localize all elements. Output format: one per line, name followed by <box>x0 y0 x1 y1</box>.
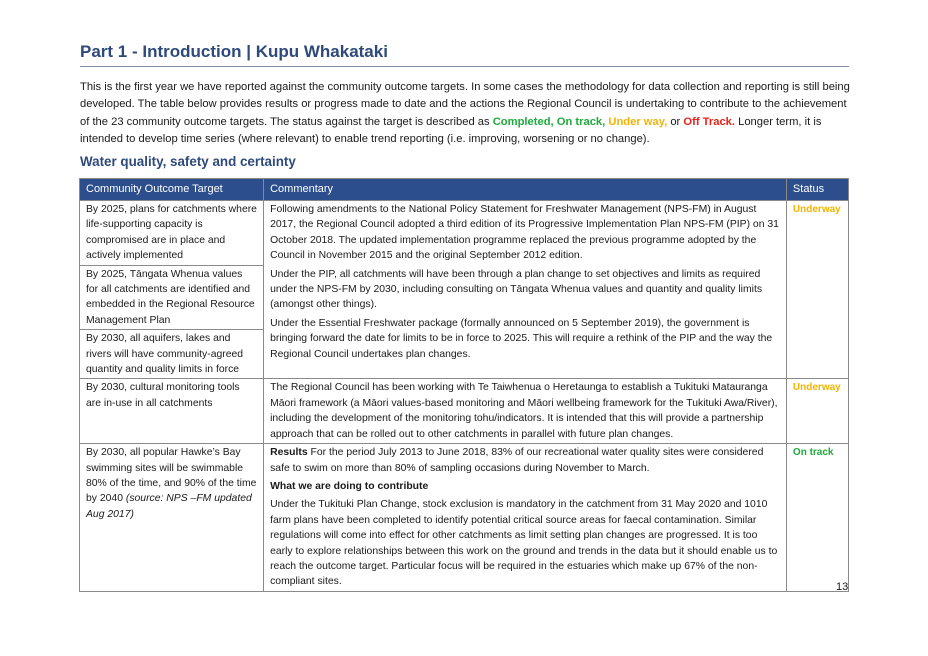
commentary-paragraph: Under the PIP, all catchments will have been through a plan change to set objectives and limits as required under the NPS-FM by 2030, including consulting on Tāngata Whenua values and quantity and quality limits (amongst other things). <box>270 268 763 311</box>
intro-paragraph <box>80 79 852 149</box>
contribution-heading: What we are doing to contribute <box>270 480 429 492</box>
intro-text-end: Longer term, it is intended to develop time series (where relevant) to enable trend reporting (i.e. improving, worsening or no change). <box>80 115 822 146</box>
title-divider <box>80 66 849 67</box>
intro-text: This is the first year we have reported against the community outcome targets. In some cases the methodology for data collection and reporting is still being developed. The table below provides results or progress made to date and the actions the Regional Council is undertaking to contribute to the achievement of the 23 community outcome targets. The status against the target is described as <box>80 81 850 128</box>
commentary-paragraph: Under the Essential Freshwater package (formally announced on 5 September 2019), the government is bringing forward the date for limits to be in force to 2025. This will require a rethink of the PIP and the way the Regional Council undertakes plan changes. <box>270 317 773 360</box>
outcomes-table <box>79 178 849 592</box>
target-cell: By 2030, cultural monitoring tools are in-use in all catchments <box>80 379 264 444</box>
header-target: Community Outcome Target <box>80 179 264 201</box>
target-cell <box>80 444 264 592</box>
header-commentary: Commentary <box>264 179 787 201</box>
results-text: For the period July 2013 to June 2018, 83% of our recreational water quality sites were considered safe to swim on more than 80% of sampling occasions during November to March. <box>270 447 764 474</box>
status-cell <box>786 201 848 379</box>
header-status: Status <box>786 179 848 201</box>
target-source-note: (source: NPS –FM updated Aug 2017) <box>86 493 252 520</box>
results-label: Results <box>270 447 308 459</box>
page-title: Part 1 - Introduction | Kupu Whakataki <box>80 42 388 61</box>
status-cell <box>786 444 848 592</box>
table-row <box>80 444 849 592</box>
commentary-paragraph: Following amendments to the National Policy Statement for Freshwater Management (NPS-FM) in August 2017, the Regional Council adopted a third edition of its Progressive Implementation Plan NPS-FM (PIP) on 31 October 2018. The updated implementation programme replaced the previous programme adopted by the Council in November 2015 and the original September 2012 edition. <box>270 204 779 262</box>
status-badge: Underway <box>792 382 841 394</box>
intro-or: or <box>670 115 681 128</box>
target-cell: By 2030, all aquifers, lakes and rivers will have community-agreed quantity and quality limits in force <box>80 330 264 379</box>
table-row <box>80 379 849 444</box>
page-number: 13 <box>836 581 849 593</box>
commentary-cell: The Regional Council has been working with Te Taiwhenua o Heretaunga to establish a Tukituki Matauranga Māori framework (a Māori values-based monitoring and Māori wellbeing framework for the Tukituki Awa/River), including the development of the monitoring tohu/indicators. It is intended that this will provide a partnership approach that can be rolled out to other catchments in parallel with future plan changes. <box>264 379 787 444</box>
target-cell: By 2025, plans for catchments where life-supporting capacity is compromised are in place and actively implemented <box>80 201 264 266</box>
results-paragraph <box>270 445 780 476</box>
status-badge: On track <box>792 447 834 459</box>
target-cell: By 2025, Tāngata Whenua values for all catchments are identified and embedded in the Regional Resource Management Plan <box>80 265 264 330</box>
status-badge: Underway <box>792 204 841 215</box>
status-key-under-way: Under way, <box>608 115 668 128</box>
target-text: By 2030, all popular Hawke’s Bay swimming sites will be swimmable 80% of the time, and 90% of the time by 2040 <box>86 447 257 505</box>
commentary-cell <box>264 444 787 592</box>
status-key-completed: Completed, <box>492 115 554 128</box>
commentary-cell-merged <box>264 201 787 379</box>
table-header-row <box>80 179 849 201</box>
section-subheading: Water quality, safety and certainty <box>80 154 296 169</box>
contribution-paragraph: Under the Tukituki Plan Change, stock exclusion is mandatory in the catchment from 31 May 2020 and 1010 farm plans have been completed to identify potential critical source areas for faecal contamination. Similar regulations will come into effect for other catchments as limit setting plan changes are progressed. It is too early to explore relationships between this work on the ground and trends in the data but it should enable us to reach the outcome target. Particular focus will be required in the estuaries which make up 67% of the non-compliant sites. <box>270 499 778 588</box>
status-key-off-track: Off Track. <box>683 115 735 128</box>
table-row <box>80 201 849 266</box>
status-key-on-track: On track, <box>556 115 606 128</box>
status-cell <box>786 379 848 444</box>
